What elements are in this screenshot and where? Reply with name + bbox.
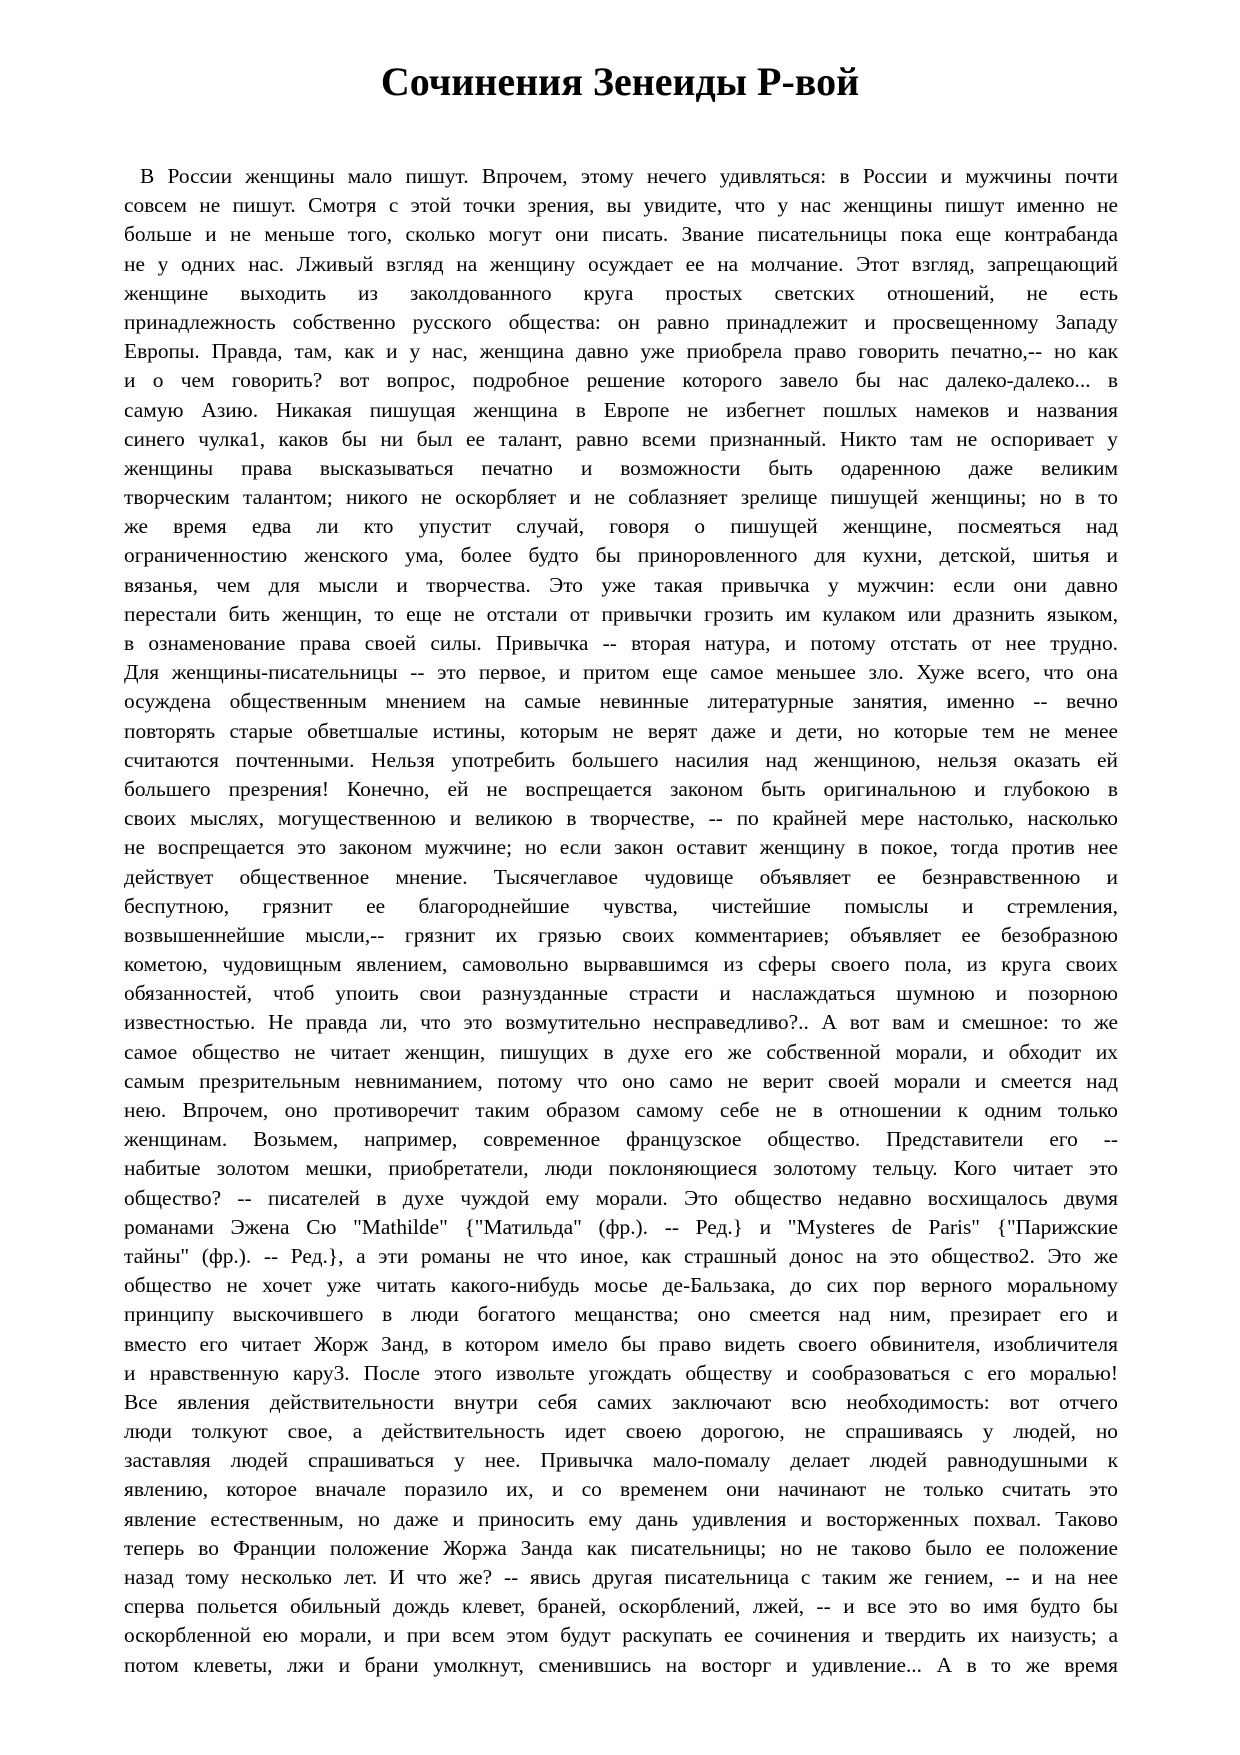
- body-line: Для женщины-писательницы -- это первое, и притом еще самое меньшее зло. Хуже всего, что она: [124, 660, 1118, 685]
- body-line: женщинам. Возьмем, например, современное французское общество. Представители его --: [124, 1127, 1118, 1152]
- body-line: же время едва ли кто упустит случай, говоря о пишущей женщине, посмеяться над: [124, 514, 1118, 539]
- body-line: люди толкуют свое, а действительность идет своею дорогою, не спрашиваясь у людей, но: [124, 1419, 1118, 1444]
- body-line: считаются почтенными. Нельзя употребить большего насилия над женщиною, нельзя оказать ей: [124, 747, 1118, 772]
- body-line: вместо его читает Жорж Занд, в котором имело бы право видеть своего обвинителя, изобличителя: [124, 1331, 1118, 1356]
- body-line: набитые золотом мешки, приобретатели, люди поклоняющиеся золотому тельцу. Кого читает это: [124, 1156, 1118, 1181]
- body-line: кометою, чудовищным явлением, самовольно вырвавшимся из сферы своего пола, из круга своих: [124, 952, 1118, 977]
- body-line: осуждена общественным мнением на самые невинные литературные занятия, именно -- вечно: [124, 689, 1118, 714]
- body-line: сперва польется обильный дождь клевет, браней, оскорблений, лжей, -- и все это во имя будто бы: [124, 1594, 1118, 1619]
- body-line: совсем не пишут. Смотря с этой точки зрения, вы увидите, что у нас женщины пишут именно не: [124, 193, 1118, 218]
- body-line: не воспрещается это законом мужчине; но если закон оставит женщину в покое, тогда против нее: [124, 835, 1118, 860]
- body-line: потом клеветы, лжи и брани умолкнут, сменившись на восторг и удивление... А в то же время: [124, 1652, 1118, 1677]
- body-line: большего презрения! Конечно, ей не воспрещается законом быть оригинальною и глубокою в: [124, 776, 1118, 801]
- body-line: общество не хочет уже читать какого-нибудь мосье де-Бальзака, до сих пор верного моральному: [124, 1273, 1118, 1298]
- body-line: перестали бить женщин, то еще не отстали от привычки грозить им кулаком или дразнить языком,: [124, 601, 1118, 626]
- body-line: принадлежность собственно русского общества: он равно принадлежит и просвещенному Западу: [124, 309, 1118, 334]
- body-line: назад тому несколько лет. И что же? -- явись другая писательница с таким же гением, -- и на нее: [124, 1565, 1118, 1589]
- body-line: беспутною, грязнит ее благороднейшие чувства, чистейшие помыслы и стремления,: [124, 893, 1118, 918]
- body-line: Европы. Правда, там, как и у нас, женщина давно уже приобрела право говорить печатно,-- но как: [124, 339, 1118, 364]
- body-line: принципу выскочившего в люди богатого мещанства; оно смеется над ним, презирает его и: [124, 1302, 1118, 1327]
- body-line: женщине выходить из заколдованного круга простых светских отношений, не есть: [124, 280, 1118, 305]
- document-title: Сочинения Зенеиды Р-вой: [380, 59, 860, 104]
- body-line: самым презрительным невниманием, потому что оно само не верит своей морали и смеется над: [124, 1068, 1118, 1093]
- body-line: самое общество не читает женщин, пишущих в духе его же собственной морали, и обходит их: [124, 1039, 1118, 1064]
- body-line: в ознаменование права своей силы. Привычка -- вторая натура, и потому отстать от нее трудно.: [124, 631, 1118, 655]
- body-line: общество? -- писателей в духе чуждой ему морали. Это общество недавно восхищалось двумя: [124, 1185, 1118, 1210]
- body-line: теперь во Франции положение Жоржа Занда как писательницы; но не таково было ее положение: [124, 1535, 1118, 1560]
- body-line: явление естественным, но даже и приносить ему дань удивления и восторженных похвал. Таково: [124, 1506, 1118, 1531]
- body-line: ограниченностию женского ума, более будто бы приноровленного для кухни, детской, шитья и: [124, 543, 1118, 568]
- body-line: вязанья, чем для мысли и творчества. Это уже такая привычка у мужчин: если они давно: [124, 572, 1118, 597]
- body-line: действует общественное мнение. Тысячеглавое чудовище объявляет ее безнравственною и: [124, 864, 1118, 889]
- body-line: женщины права высказываться печатно и возможности быть одаренною даже великим: [124, 455, 1118, 480]
- body-line: нею. Впрочем, оно противоречит таким образом самому себе не в отношении к одним только: [124, 1098, 1118, 1122]
- body-line: Все явления действительности внутри себя самих заключают всю необходимость: вот отчего: [124, 1389, 1118, 1414]
- body-line: романами Эжена Сю "Mathilde" {"Матильда" (фр.). -- Ред.} и "Mysteres de Paris" {"Парижские: [124, 1214, 1118, 1239]
- body-line: обязанностей, чтоб упоить свои разнузданные страсти и наслаждаться шумною и позорною: [124, 981, 1118, 1006]
- body-line: возвышеннейшие мысли,-- грязнит их грязью своих комментариев; объявляет ее безобразною: [124, 922, 1118, 947]
- body-line: своих мыслях, могущественною и великою в творчестве, -- по крайней мере настолько, насколько: [124, 806, 1118, 831]
- body-line: не у одних нас. Лживый взгляд на женщину осуждает ее на молчание. Этот взгляд, запрещающий: [124, 251, 1118, 276]
- body-line: повторять старые обветшалые истины, которым не верят даже и дети, но которые тем не менее: [124, 718, 1118, 743]
- body-line: и нравственную кару3. После этого извольте угождать обществу и сообразоваться с его моралью!: [124, 1360, 1118, 1385]
- body-line: больше и не меньше того, сколько могут они писать. Звание писательницы пока еще контрабанда: [124, 222, 1118, 247]
- body-line: синего чулка1, каков бы ни был ее талант, равно всеми признанный. Никто там не оспоривает у: [124, 426, 1118, 451]
- body-line: известностью. Не правда ли, что это возмутительно несправедливо?.. А вот вам и смешное: то же: [124, 1010, 1118, 1035]
- body-line: заставляя людей спрашиваться у нее. Привычка мало-помалу делает людей равнодушными к: [124, 1448, 1118, 1473]
- body-line: тайны" (фр.). -- Ред.}, а эти романы не что иное, как страшный донос на это общество2. Это же: [124, 1243, 1118, 1268]
- body-line: В России женщины мало пишут. Впрочем, этому нечего удивляться: в России и мужчины почти: [140, 164, 1118, 188]
- body-line: явлению, которое вначале поразило их, и со временем они начинают не только считать это: [124, 1477, 1118, 1502]
- body-line: оскорбленной ею морали, и при всем этом будут раскупать ее сочинения и твердить их наизусть; а: [124, 1623, 1118, 1648]
- document-body: [124, 162, 1118, 1680]
- body-line: и о чем говорить? вот вопрос, подробное решение которого завело бы нас далеко-далеко... в: [124, 368, 1118, 393]
- body-line: самую Азию. Никакая пишущая женщина в Европе не избегнет пошлых намеков и названия: [124, 397, 1118, 422]
- body-line: творческим талантом; никого не оскорбляет и не соблазняет зрелище пишущей женщины; но в то: [124, 485, 1118, 510]
